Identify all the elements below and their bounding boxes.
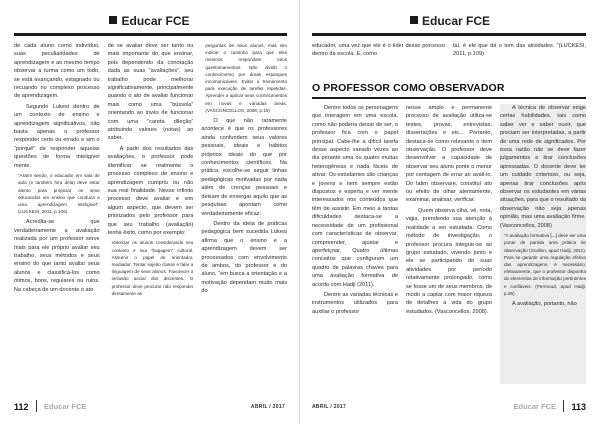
right-column-2: [406, 104, 492, 384]
paragraph: Segundo Lukesi dentro de um contexto de ensino e aprendizagem significativos, não basta apenas o professor responder certo ou errado e sim o “porquê” de responder aquelas questões de forma inteligível mente.: [14, 103, 100, 169]
block-quote: perguntas de seus alunos, mas sim indicar o caminho para que eles mesmos respondam seus questionamentos. Não dividir o conhecimento por áreas estanques incomunicáveis. Evitar o treinamento para execução de tarefas repetidas. Aprender a aplicar seus conhecimentos em novas e variadas áreas. (VASCONCELLOS, 2008, p.16): [205, 43, 288, 113]
paragraph: de se avaliar deve ser tanto ou mais importante do que ensinar, pois dependendo da conotação dada as suas “avaliações”, seu trabalho pode melhorar significativamente, principalmente quando o ato de avaliar funcionar mais como uma “bússola” orientando ao invés de funcionar com uma “careta dileção” atribuindo valores (notas) ao saber.: [107, 43, 194, 142]
header-rule: [312, 33, 586, 36]
page-number: 113: [571, 402, 586, 412]
footer-issue: ABRIL / 2017: [250, 404, 285, 410]
block-quote: “Assim sendo, o educador em sala de aula (e também fora dela) deve estar atento para propiciar os seus educandos um ensino que conduza a uma aprendizagem inteligível”. (LUCKESI, 2011, p.106).: [18, 173, 100, 215]
page-header: [300, 14, 600, 28]
paragraph: tal, é ele que dá o tom das atividades. “(LUCKESI, 2011, p.109): [453, 43, 586, 58]
paragraph: Dentre todos os personagens que interagem em uma escola, como não poderia deixar de ser, o professor fica com o papel principal. Cabe-lhe a difícil tarefa desse aspecto variado vezes ao dia perante uma ou quatro muitas heterogêneas e nada fáceis de ativar. Os estudantes são crianças e jovens e nem sempre estão dispostos e esperta e ver mente interessados nos conteúdos que têm de assistir. Em meio a tantas dificuldades destaca-se a necessidade de um profissional com características de observar, compreender, ajustar e aperfeiçoar. Quatro últimas conceitos que configuram um quadro de palavras chaves para uma avaliação formativa de acordo com Hadji (2011).: [312, 105, 398, 288]
intro-text: [312, 42, 586, 61]
intro-column-1: [312, 42, 445, 61]
paragraph: Dentro da ideia de práticas pedagógica bem sucedida Lukesi afirma que o ensino e a aprendizagem devem ser processados com envolvimento de ambos, do professor e do aluno, “em busca a orientação e a motivação dependam muito mais do: [201, 220, 288, 295]
block-quote: “A avaliação formativa [...] deve ser uma ponte de partida uma prática de observação (Scallon, apud Hadji, 2011). Para se garantir uma regulação efetiva das aprendizagens, é necessário, efetivamente, que o professor disponha de elementos de informação pertinentes e confiáveis. (Perrnoud, apud Hadji, p.26): [504, 233, 586, 296]
paragraph: O que não raramente acontece é que os professores ainda confundem seus valores pessoais, ideais e hábitos próprios ideais do que por conhecimentos científicos. Na prática, escolhe-se seguir linhas pedagógicas motivadas por nada além de crenças pessoais e deixam de enxergar aquilo que as pesquisas apontam como verdadeiramente eficaz.: [201, 118, 288, 217]
paragraph: A técnica de observar exige certas habilidades, tais como saber ver e saber ouvir, que preciam ser interpretadas, a partir de uma rede de significados. Por essa razão não se deve fazer julgamentos e tirar conclusões apressadas. O docente deve ter um cuidado criterioso, ou seja, apenas tirar conclusões após observar os estudantes em várias situações, para que o resultado da observação não seja apenas opinião, mas uma avaliação firme. (Vasconcellos, 2008): [500, 105, 586, 229]
paragraph: Quem observa olha, vê, nota, vigia, prendendo sua atenção à realidade a ser estudada. Como método de investigação, o professor procura integrar-se ao grupo estudado, vivendo junto e ele se participando do suas atividades por período relativamente prolongado, como se fosse um de seus membros, de modo a captar com maior riqueza de detalhes a vida do grupo estudados. (Vasconcellos, 2008).: [406, 207, 492, 315]
paragraph: nesse amplo e permanente processo de avaliação utiliza-se testes, provas, entrevistas, dissertações e etc... Portanto, destaca-se como relevante o item observação. O professor deve desenvolver a capacidade de observar seu aluno ponte o menor por centagem de errar ao avali-lo. Do latim observare, constituí ato ou efeito de olhar atentamente, examinar, analisar, verificar.: [406, 105, 492, 204]
right-columns: [312, 104, 586, 384]
header-rule: [14, 33, 287, 36]
header-title: Educar FCE: [121, 14, 190, 28]
section-rule: [312, 97, 586, 99]
footer-divider: [563, 400, 564, 412]
paragraph: de cada aluno como indivíduo, suas peculiaridades de aprendizagem e ao mesmo tempo observar a turma como um todo, se está avançando, estagnado ou recuando no complexo processo de aprendizagem.: [14, 43, 100, 100]
footer-brand: Educar FCE: [44, 402, 87, 411]
footer-divider: [36, 400, 37, 412]
left-column-2: [108, 42, 194, 384]
section-title: O PROFESSOR COMO OBSERVADOR: [312, 82, 505, 94]
right-column-1: [312, 104, 398, 384]
paragraph: A avaliação, portanto, não: [512, 300, 577, 307]
paragraph: Dentre as variadas técnicas e instrumentos utilizados para auxiliar o professor: [312, 291, 398, 315]
right-page: [300, 0, 600, 424]
paragraph: educador, uma vez que ele é o líder desse processo dentro da escola. E, como: [312, 43, 445, 58]
block-quote: Valorizar os alunos considerando seu contexto e sua “bagagem” cultural. Assumir o papel de orientador, mediador. Tentar sujeito classe e falar a linguagem de seus alunos. Favorecer a inclusão social dos discentes. O professor deve procurar não responder diretamente as: [111, 240, 194, 296]
paragraph: A partir dos resultados das avaliações, o professor pode identificar se realmente o processo complexo de ensino e aprendizagem cumpriu ou não sua real finalidade. Nesse infinito processo deve avaliar e sim algum aspecto, que devem ser priorizados pelo professor para que seu trabalho (avaliação) tenha êxito, como por exemplo:: [107, 145, 194, 236]
intro-column-2: [453, 42, 586, 61]
footer-issue: ABRIL / 2017: [312, 404, 347, 410]
page-number: 112: [14, 402, 29, 412]
left-column-3: [201, 42, 287, 384]
right-column-3: [500, 104, 586, 384]
footer-brand: Educar FCE: [513, 402, 556, 411]
square-icon: [410, 16, 418, 24]
left-columns: [14, 42, 287, 384]
left-column-1: [14, 42, 100, 384]
page-footer: [300, 398, 600, 412]
header-title: Educar FCE: [421, 14, 490, 28]
page-footer: [0, 398, 299, 412]
paragraph: Acredita-se que verdadeiramente a avaliação realizada por um professor serve mais para ele próprio avaliar seu trabalho, seus métodos e seus ensino do que tanto avaliar seus alunos e classificá-los como ótimos, bons, regulares ou ruins. Na cabeça de um docente o ato: [14, 219, 100, 293]
page-header: [0, 14, 299, 28]
square-icon: [109, 16, 117, 24]
